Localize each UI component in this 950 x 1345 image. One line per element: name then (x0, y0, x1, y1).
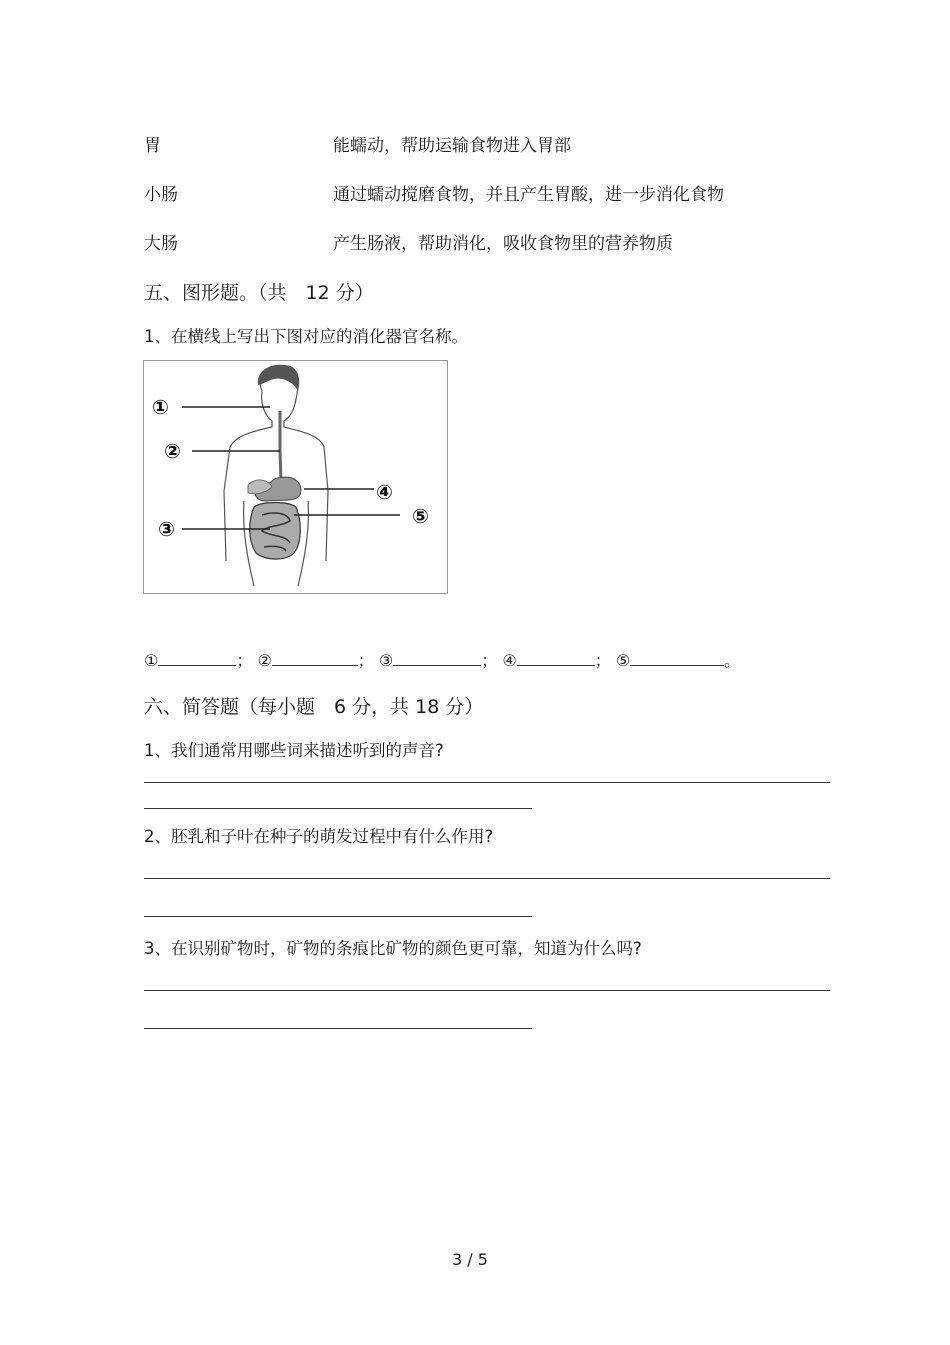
question-text: 1、我们通常用哪些词来描述听到的声音? (144, 741, 444, 760)
answer-blank[interactable] (630, 649, 724, 666)
organ-function: 通过蠕动搅磨食物，并且产生胃酸，进一步消化食物 (333, 185, 724, 205)
section-title: 五、图形题。（共 12 分） (144, 282, 374, 304)
answer-blank[interactable] (272, 649, 358, 666)
organ-function: 产生肠液，帮助消化，吸收食物里的营养物质 (333, 234, 673, 254)
blank-label: ① (144, 651, 159, 670)
answer-line[interactable] (144, 1028, 532, 1029)
label-2: ② (164, 439, 181, 463)
section-title: 六、简答题（每小题 6 分，共 18 分） (144, 696, 484, 718)
label-3: ③ (158, 517, 175, 541)
digestive-system-figure (143, 360, 448, 594)
question-text: 2、胚乳和子叶在种子的萌发过程中有什么作用? (144, 827, 494, 846)
organ-label: 大肠 (144, 234, 178, 254)
period: 。 (724, 651, 741, 670)
answer-blank[interactable] (158, 649, 236, 666)
separator: ； (357, 651, 374, 670)
answer-blank[interactable] (393, 649, 481, 666)
label-4: ④ (376, 480, 393, 504)
answer-line[interactable] (144, 782, 830, 783)
answer-line[interactable] (144, 916, 532, 917)
page-number: 3 / 5 (452, 1250, 488, 1269)
blank-label: ④ (502, 651, 517, 670)
digestive-system-illustration (144, 361, 447, 593)
organ-label: 小肠 (144, 185, 178, 205)
answer-blank[interactable] (517, 649, 595, 666)
fill-blank-row (144, 648, 740, 671)
blank-label: ⑤ (615, 651, 631, 670)
question-text: 1、在横线上写出下图对应的消化器官名称。 (144, 327, 468, 346)
answer-line[interactable] (144, 878, 830, 879)
organ-label: 胃 (144, 136, 161, 156)
question-text: 3、在识别矿物时，矿物的条痕比矿物的颜色更可靠，知道为什么吗? (144, 939, 642, 958)
label-5: ⑤ (412, 504, 429, 528)
blank-label: ③ (378, 651, 394, 670)
separator: ； (481, 651, 498, 670)
separator: ； (236, 651, 253, 670)
label-1: ① (152, 395, 169, 419)
answer-line[interactable] (144, 990, 830, 991)
organ-function: 能蠕动，帮助运输食物进入胃部 (333, 136, 571, 156)
blank-label: ② (257, 651, 272, 670)
separator: ； (594, 651, 611, 670)
answer-line[interactable] (144, 808, 532, 809)
